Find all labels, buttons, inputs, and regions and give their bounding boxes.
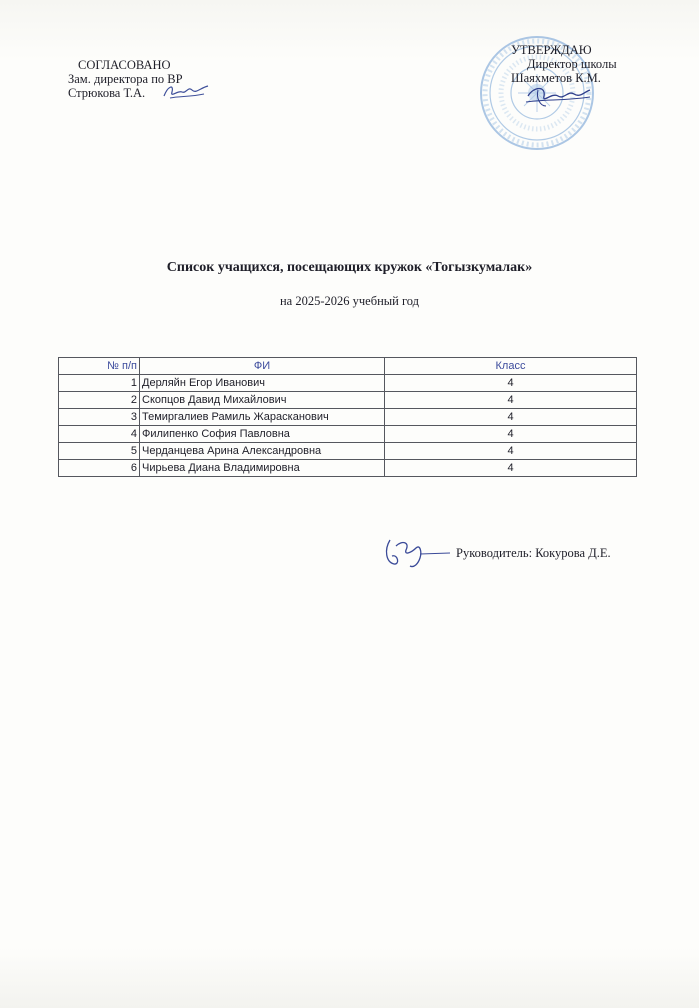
- table-row: [59, 409, 637, 426]
- header-name: ФИ: [140, 358, 385, 375]
- row-student-name: Скопцов Давид Михайлович: [140, 392, 385, 409]
- head-signature: [380, 532, 452, 572]
- agreed-position: Зам. директора по ВР: [68, 72, 183, 86]
- row-grade: 4: [385, 426, 637, 443]
- header-number: № п/п: [59, 358, 140, 375]
- row-number: 6: [59, 460, 140, 477]
- row-grade: 4: [385, 409, 637, 426]
- table-row: [59, 443, 637, 460]
- deputy-signature: [160, 80, 212, 104]
- row-number: 3: [59, 409, 140, 426]
- table-row: [59, 392, 637, 409]
- row-grade: 4: [385, 375, 637, 392]
- row-student-name: Черданцева Арина Александровна: [140, 443, 385, 460]
- director-signature: [524, 82, 594, 112]
- row-number: 1: [59, 375, 140, 392]
- row-grade: 4: [385, 443, 637, 460]
- approved-block: [511, 43, 661, 85]
- table-header-row: [59, 358, 637, 375]
- row-grade: 4: [385, 460, 637, 477]
- head-teacher-label: Руководитель: Кокурова Д.Е.: [456, 546, 611, 560]
- approved-name: Шаяхметов К.М.: [511, 71, 601, 85]
- row-student-name: Дерляйн Егор Иванович: [140, 375, 385, 392]
- row-number: 2: [59, 392, 140, 409]
- table-row: [59, 460, 637, 477]
- row-student-name: Темиргалиев Рамиль Жараскано​вич: [140, 409, 385, 426]
- row-student-name: Филипенко София Павловна: [140, 426, 385, 443]
- row-number: 5: [59, 443, 140, 460]
- document-title: Список учащихся, посещающих кружок «Тогызкумалак»: [166, 260, 533, 275]
- approved-heading: УТВЕРЖДАЮ: [511, 43, 592, 57]
- header-grade: Класс: [385, 358, 637, 375]
- document-subtitle: на 2025-2026 учебный год: [279, 294, 420, 308]
- approved-position: Директор школы: [527, 57, 617, 71]
- row-grade: 4: [385, 392, 637, 409]
- row-student-name: Чирьева Диана Владимировна: [140, 460, 385, 477]
- table-row: [59, 375, 637, 392]
- students-table: [58, 357, 637, 477]
- agreed-name: Стрюкова Т.А.: [68, 86, 146, 100]
- row-number: 4: [59, 426, 140, 443]
- table-row: [59, 426, 637, 443]
- agreed-heading: СОГЛАСОВАНО: [78, 58, 171, 72]
